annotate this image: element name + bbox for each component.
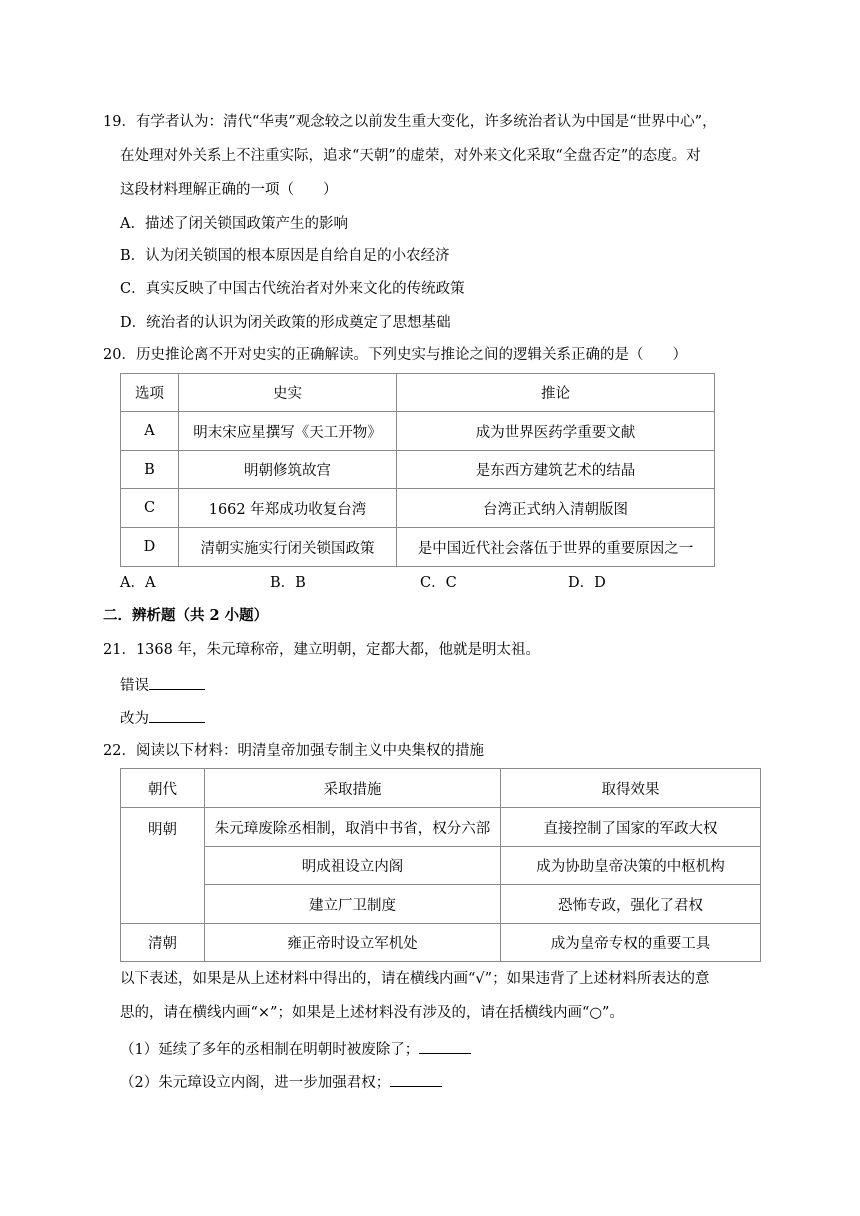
q22-table — [120, 768, 761, 962]
q20-cell: 明朝修筑故宫 — [179, 451, 397, 489]
q22-instruction-1: 以下表述，如果是从上述材料中得出的，请在横线内画“√”；如果违背了上述材料所表达的意 — [120, 971, 710, 987]
q22-cell: 成为皇帝专权的重要工具 — [501, 924, 761, 962]
q20-cell: 台湾正式纳入清朝版图 — [397, 489, 715, 528]
table-row — [121, 847, 761, 885]
q22-item-1-blank[interactable] — [419, 1038, 471, 1054]
section-title: 二．辨析题（共 2 小题） — [103, 607, 269, 624]
q22-header-effect: 取得效果 — [501, 769, 761, 808]
q22-item-2: （2）朱元璋设立内阁，进一步加强君权； — [120, 1075, 391, 1091]
q21-fix-blank[interactable] — [149, 707, 205, 723]
q22-table-header — [121, 769, 761, 808]
q19-option-c: C．真实反映了中国古代统治者对外来文化的传统政策 — [120, 281, 465, 297]
q22-cell: 恐怖专政，强化了君权 — [501, 885, 761, 924]
q19-line-2: 在处理对外关系上不注重实际，追求“天朝”的虚荣，对外来文化采取“全盘否定”的态度。对 — [120, 148, 701, 164]
q20-option-d: D．D — [568, 575, 606, 591]
q19-option-b: B．认为闭关锁国的根本原因是自给自足的小农经济 — [120, 248, 450, 264]
q21-fix-row — [120, 707, 205, 729]
table-row — [121, 808, 761, 847]
q21-wrong-label: 错误 — [120, 678, 149, 694]
q20-cell: 1662 年郑成功收复台湾 — [179, 489, 397, 528]
q22-dynasty-ming: 明朝 — [121, 808, 205, 924]
q21-wrong-row — [120, 674, 205, 696]
q22-dynasty-qing: 清朝 — [121, 924, 205, 962]
q20-header-option: 选项 — [121, 374, 179, 412]
q22-header-measure: 采取措施 — [205, 769, 501, 808]
table-row — [121, 924, 761, 962]
q22-cell: 建立厂卫制度 — [205, 885, 501, 924]
table-row — [121, 528, 715, 567]
table-row — [121, 885, 761, 924]
q20-header-inference: 推论 — [397, 374, 715, 412]
q22-item-2-row — [120, 1071, 442, 1093]
q20-option-b: B．B — [270, 575, 306, 591]
q22-item-1: （1）延续了多年的丞相制在明朝时被废除了； — [120, 1042, 420, 1058]
q20-cell: 清朝实施实行闭关锁国政策 — [179, 528, 397, 567]
q22-instruction-2: 思的，请在横线内画“×”；如果是上述材料没有涉及的，请在括横线内画“○”。 — [120, 1005, 624, 1021]
q22-item-1-row — [120, 1038, 471, 1060]
q20-cell: A — [121, 412, 179, 451]
q22-header-dynasty: 朝代 — [121, 769, 205, 808]
q19-option-a: A．描述了闭关锁国政策产生的影响 — [120, 216, 348, 232]
q22-cell: 直接控制了国家的军政大权 — [501, 808, 761, 847]
q19-option-d: D．统治者的认识为闭关政策的形成奠定了思想基础 — [120, 315, 451, 331]
q22-cell: 成为协助皇帝决策的中枢机构 — [501, 847, 761, 885]
q20-cell: 是东西方建筑艺术的结晶 — [397, 451, 715, 489]
q20-table — [120, 373, 715, 567]
q21-fix-label: 改为 — [120, 711, 149, 727]
q20-header-fact: 史实 — [179, 374, 397, 412]
table-row — [121, 412, 715, 451]
q20-cell: 明末宋应星撰写《天工开物》 — [179, 412, 397, 451]
q19-line-1: 19．有学者认为：清代“华夷”观念较之以前发生重大变化，许多统治者认为中国是“世界中心”， — [103, 114, 717, 130]
q21-stem: 21．1368 年，朱元璋称帝，建立明朝，定都大都，他就是明太祖。 — [103, 642, 540, 658]
q20-stem: 20．历史推论离不开对史实的正确解读。下列史实与推论之间的逻辑关系正确的是（ ） — [103, 347, 687, 363]
q20-option-c: C．C — [420, 575, 457, 591]
q22-item-2-blank[interactable] — [390, 1071, 442, 1087]
table-row — [121, 451, 715, 489]
table-row — [121, 489, 715, 528]
q20-cell: C — [121, 489, 179, 528]
q20-cell: D — [121, 528, 179, 567]
q22-stem: 22．阅读以下材料：明清皇帝加强专制主义中央集权的措施 — [103, 743, 484, 759]
q22-cell: 雍正帝时设立军机处 — [205, 924, 501, 962]
q19-line-3: 这段材料理解正确的一项（ ） — [120, 182, 338, 198]
q20-cell: 成为世界医药学重要文献 — [397, 412, 715, 451]
q22-cell: 朱元璋废除丞相制，取消中书省，权分六部 — [205, 808, 501, 847]
q20-cell: 是中国近代社会落伍于世界的重要原因之一 — [397, 528, 715, 567]
q22-cell: 明成祖设立内阁 — [205, 847, 501, 885]
q20-option-a: A．A — [120, 575, 156, 591]
q20-cell: B — [121, 451, 179, 489]
q20-table-header — [121, 374, 715, 412]
q21-wrong-blank[interactable] — [149, 674, 205, 690]
